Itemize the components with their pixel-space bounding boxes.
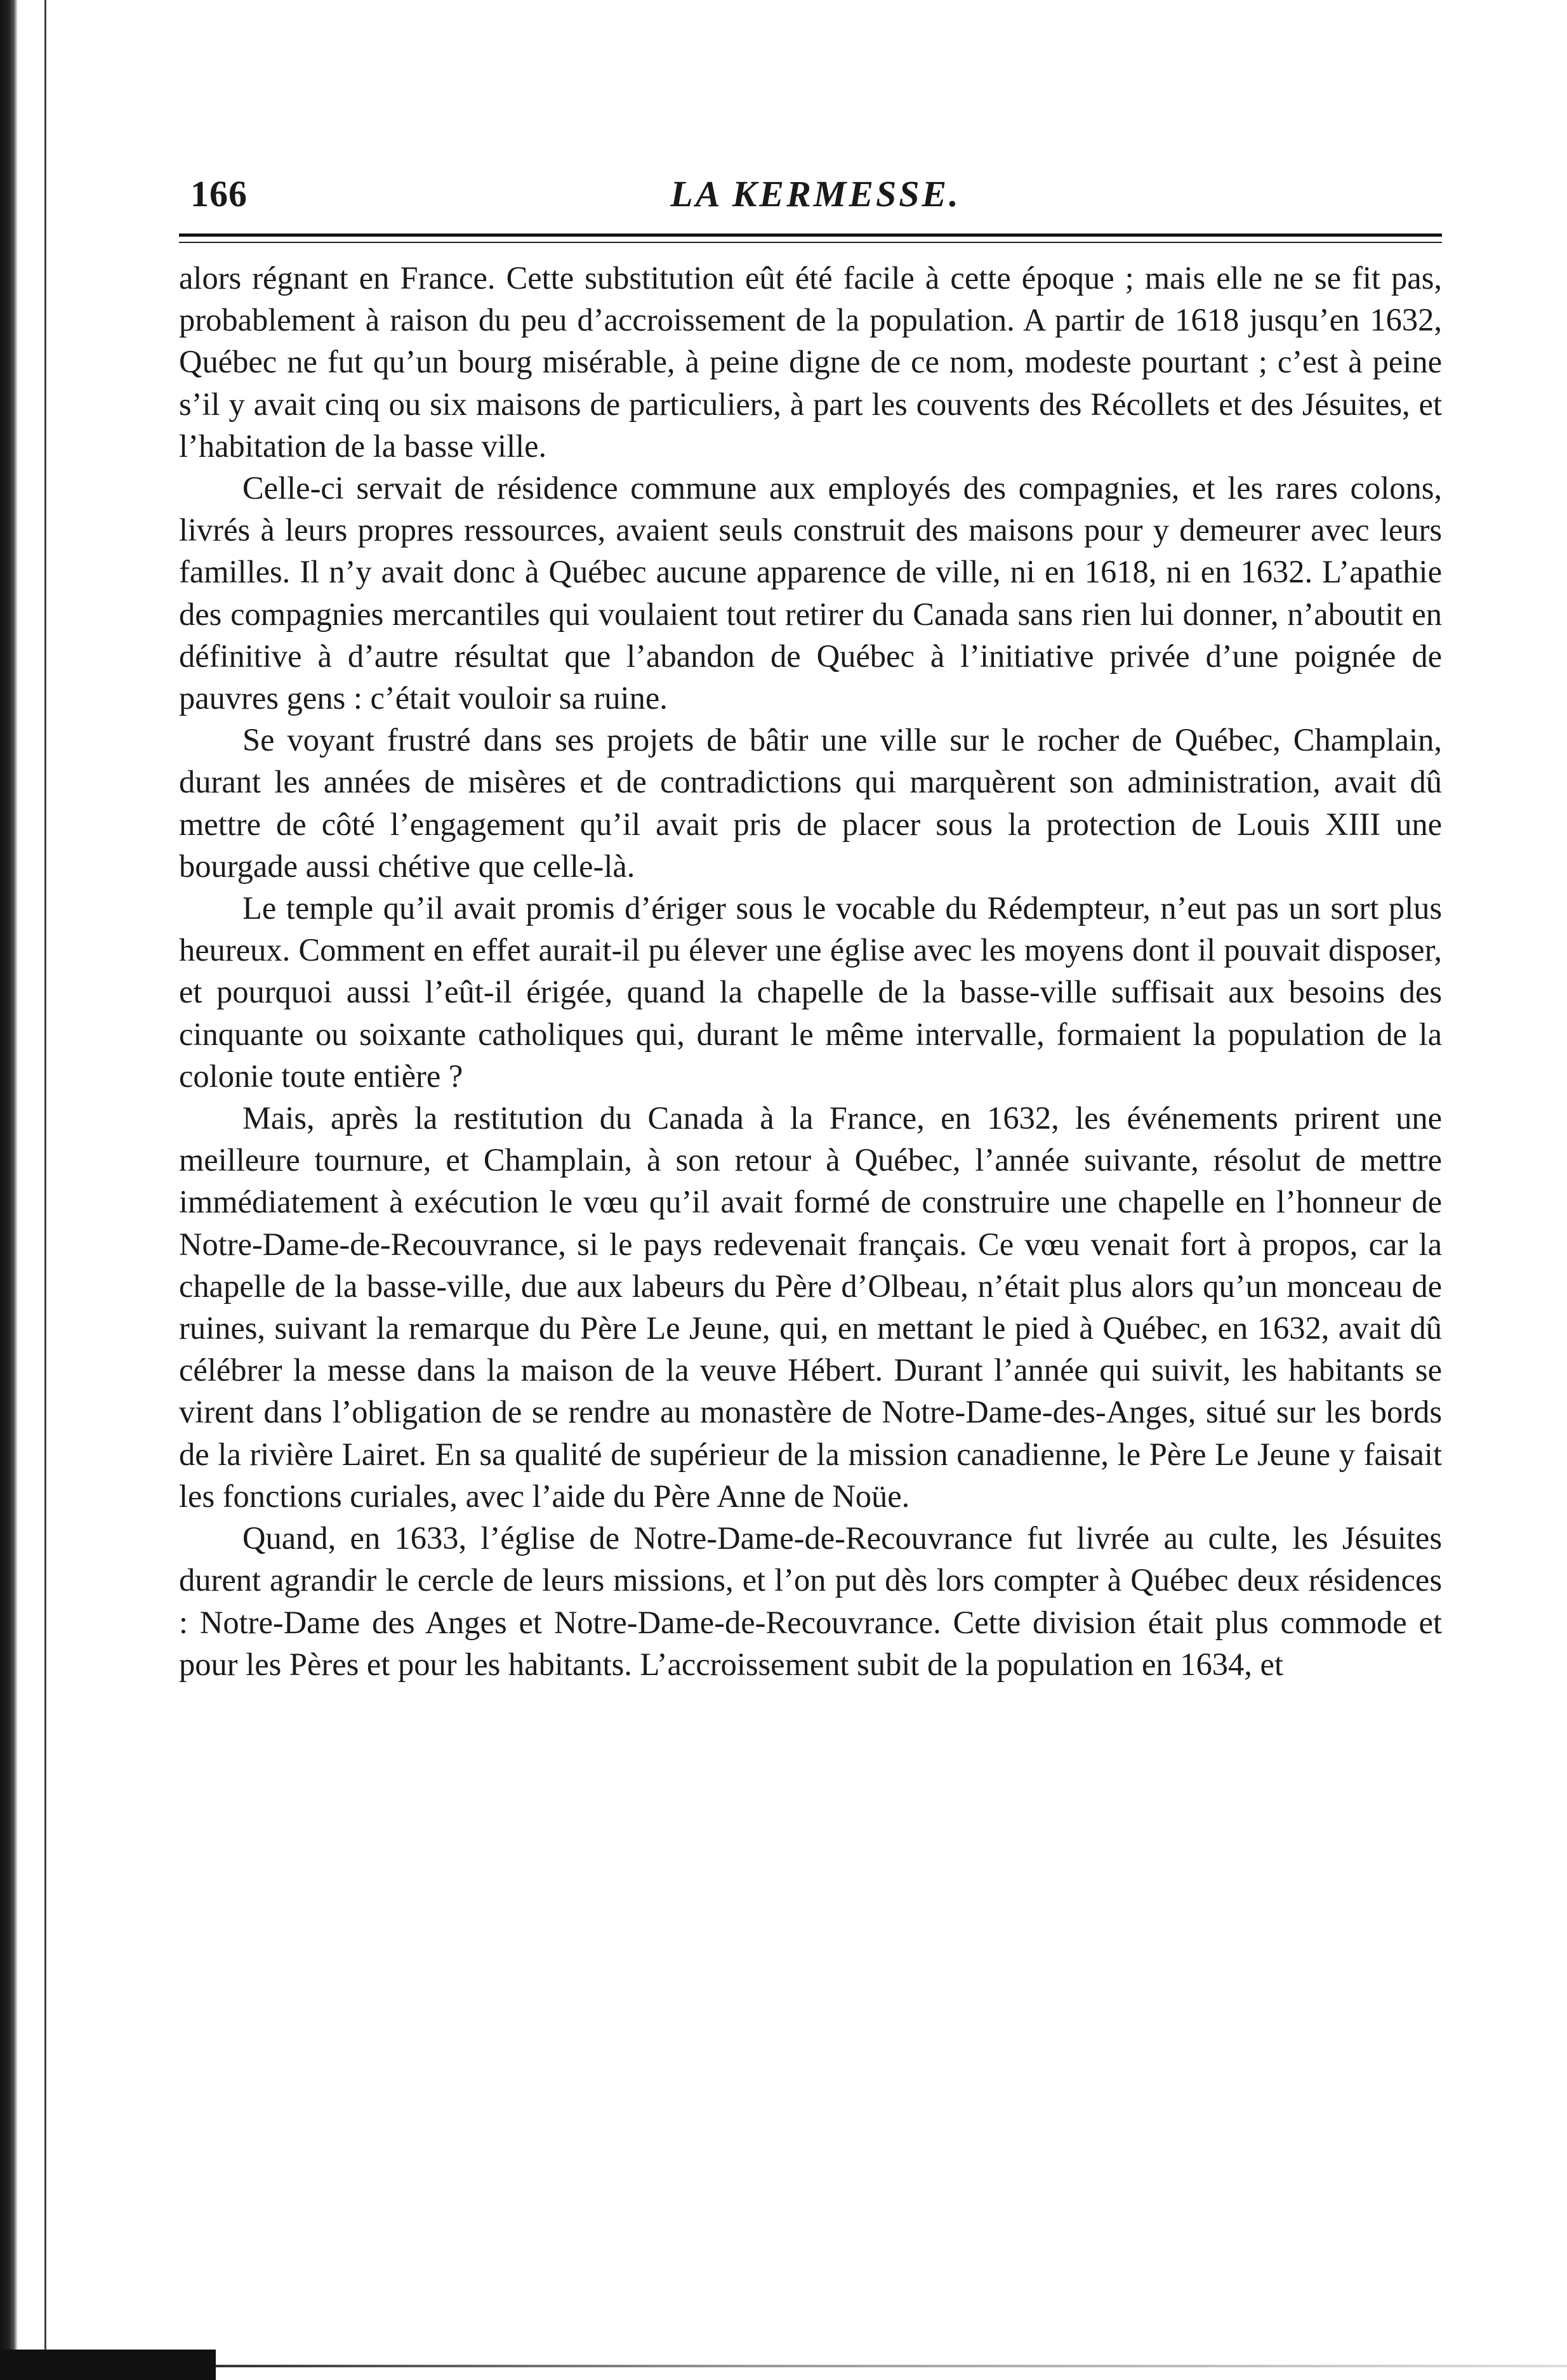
header-rule-thick	[179, 233, 1442, 237]
running-title: LA KERMESSE.	[670, 173, 961, 214]
page-number: 166	[190, 173, 248, 214]
paragraph: Se voyant frustré dans ses projets de bâtir une ville sur le rocher de Québec, Champlain, durant les années de misères et de contradictions qui marquèrent son administration, avait dû mettre de côté l’engagement qu’il avait pris de placer sous la protection de Louis XIII une bourgade aussi chétive que celle-là.	[179, 722, 1442, 884]
scan-binding-shadow	[0, 0, 18, 2380]
page-header	[190, 173, 1441, 223]
header-rule-thin	[179, 242, 1442, 243]
paragraph: Mais, après la restitution du Canada à la France, en 1632, les événements prirent une meilleure tournure, et Champlain, à son retour à Québec, l’année suivante, résolut de mettre immédiatement à exécution le vœu qu’il avait formé de construire une chapelle en l’honneur de Notre-Dame-de-Recouvrance, si le pays redevenait français. Ce vœu venait fort à propos, car la chapelle de la basse-ville, due aux labeurs du Père d’Olbeau, n’était plus alors qu’un monceau de ruines, suivant la remarque du Père Le Jeune, qui, en mettant le pied à Québec, en 1632, avait dû célébrer la messe dans la maison de la veuve Hébert. Durant l’année qui suivit, les habitants se virent dans l’obligation de se rendre au monastère de Notre-Dame-des-Anges, situé sur les bords de la rivière Lairet. En sa qualité de supérieur de la mission canadienne, le Père Le Jeune y faisait les fonctions curiales, avec l’aide du Père Anne de Noüe.	[179, 1100, 1442, 1514]
paragraph: Celle-ci servait de résidence commune aux employés des compagnies, et les rares colons, livrés à leurs propres ressources, avaient seuls construit des maisons pour y demeurer avec leurs familles. Il n’y avait donc à Québec aucune apparence de ville, ni en 1618, ni en 1632. L’apathie des compagnies mercantiles qui voulaient tout retirer du Canada sans rien lui donner, n’aboutit en définitive à d’autre résultat que l’abandon de Québec à l’initiative privée d’une poignée de pauvres gens : c’était vouloir sa ruine.	[179, 470, 1442, 716]
scan-binding-line	[44, 0, 46, 2380]
scan-bottom-line	[216, 2365, 1567, 2367]
paragraph: Quand, en 1633, l’église de Notre-Dame-de-Recouvrance fut livrée au culte, les Jésuites durent agrandir le cercle de leurs missions, et l’on put dès lors compter à Québec deux résidences : Notre-Dame des Anges et Notre-Dame-de-Recouvrance. Cette division était plus commode et pour les Pères et pour les habitants. L’accroissement subit de la population en 1634, et	[179, 1520, 1442, 1682]
paragraph: alors régnant en France. Cette substitution eût été facile à cette époque ; mais elle ne se fit pas, probablement à raison du peu d’accroissement de la population. A partir de 1618 jusqu’en 1632, Québec ne fut qu’un bourg misérable, à peine digne de ce nom, modeste pourtant ; c’est à peine s’il y avait cinq ou six maisons de particuliers, à part les couvents des Récollets et des Jésuites, et l’habitation de la basse ville.	[179, 260, 1442, 464]
scan-bottom-bar	[0, 2350, 216, 2380]
paragraph: Le temple qu’il avait promis d’ériger sous le vocable du Rédempteur, n’eut pas un sort plus heureux. Comment en effet aurait-il pu élever une église avec les moyens dont il pouvait disposer, et pourquoi aussi l’eût-il érigée, quand la chapelle de la basse-ville suffisait aux besoins des cinquante ou soixante catholiques qui, durant le même intervalle, formaient la population de la colonie toute entière ?	[179, 890, 1442, 1094]
body-text	[179, 257, 1442, 1685]
